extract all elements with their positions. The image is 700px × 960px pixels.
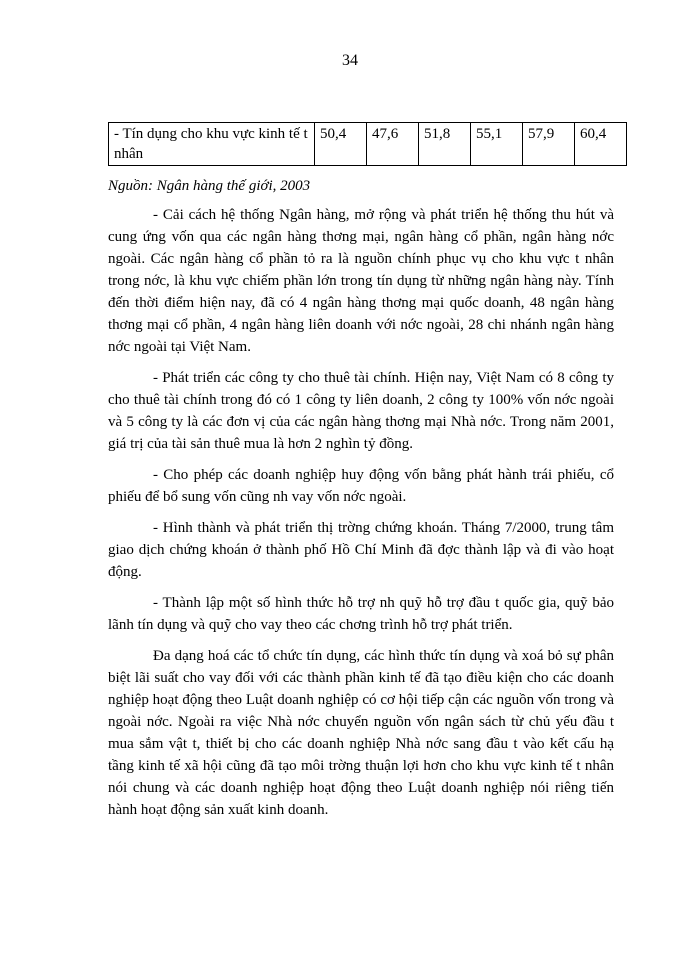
source-note: Nguồn: Ngân hàng thế giới, 2003 — [108, 178, 311, 194]
paragraph: - Cải cách hệ thống Ngân hàng, mở rộng và phát triển hệ thống thu hút và cung ứng vốn qua các ngân hàng thơng mại, ngân hàng cổ phần, ngân hàng nớc ngoài. Các ngân hàng cổ phần tỏ ra là nguồn chính phục vụ cho khu vực t nhân trong nớc, là khu vực chiếm phần lớn trong tín dụng từ những ngân hàng này. Tính đến thời điểm hiện nay, đã có 4 ngân hàng thơng mại quốc doanh, 48 ngân hàng thơng mại cổ phần, 4 ngân hàng liên doanh với nớc ngoài, 28 chi nhánh ngân hàng nớc ngoài tại Việt Nam. — [108, 207, 614, 355]
table-cell: 51,8 — [419, 123, 471, 166]
body-text — [108, 204, 614, 830]
paragraph: - Phát triển các công ty cho thuê tài chính. Hiện nay, Việt Nam có 8 công ty cho thuê tài chính trong đó có 1 công ty liên doanh, 2 công ty 100% vốn nớc ngoài và 5 công ty là các đơn vị của các ngân hàng thơng mại Nhà nớc. Trong năm 2001, giá trị của tài sản thuê mua là hơn 2 nghìn tỷ đồng. — [108, 370, 614, 452]
paragraph: - Thành lập một số hình thức hỗ trợ nh quỹ hỗ trợ đầu t quốc gia, quỹ bảo lãnh tín dụng và quỹ cho vay theo các chơng trình hỗ trợ phát triển. — [108, 595, 614, 633]
table-cell: 50,4 — [315, 123, 367, 166]
paragraph: - Cho phép các doanh nghiệp huy động vốn bằng phát hành trái phiếu, cổ phiếu để bổ sung vốn cũng nh vay vốn nớc ngoài. — [108, 467, 614, 505]
table-cell: 57,9 — [523, 123, 575, 166]
table-cell: 47,6 — [367, 123, 419, 166]
paragraph: Đa dạng hoá các tổ chức tín dụng, các hình thức tín dụng và xoá bỏ sự phân biệt lãi suất cho vay đối với các thành phần kinh tế đã tạo điều kiện cho các doanh nghiệp hoạt động theo Luật doanh nghiệp có cơ hội tiếp cận các nguồn vốn trong và ngoài nớc. Ngoài ra việc Nhà nớc chuyển nguồn vốn ngân sách từ chủ yếu đầu t mua sắm vật t, thiết bị cho các doanh nghiệp Nhà nớc sang đầu t vào kết cấu hạ tầng kinh tế xã hội cũng đã tạo môi trờng thuận lợi hơn cho khu vực kinh tế t nhân nói chung và các doanh nghiệp hoạt động theo Luật doanh nghiệp nói riêng tiến hành hoạt động sản xuất kinh doanh. — [108, 648, 614, 818]
table-cell: 55,1 — [471, 123, 523, 166]
table-row — [109, 123, 627, 166]
data-table — [108, 122, 627, 166]
paragraph: - Hình thành và phát triển thị trờng chứng khoán. Tháng 7/2000, trung tâm giao dịch chứng khoán ở thành phố Hồ Chí Minh đã đợc thành lập và đi vào hoạt động. — [108, 520, 614, 580]
row-label: - Tín dụng cho khu vực kinh tế t nhân — [109, 123, 315, 166]
table-cell: 60,4 — [575, 123, 627, 166]
page-number: 34 — [342, 52, 358, 69]
